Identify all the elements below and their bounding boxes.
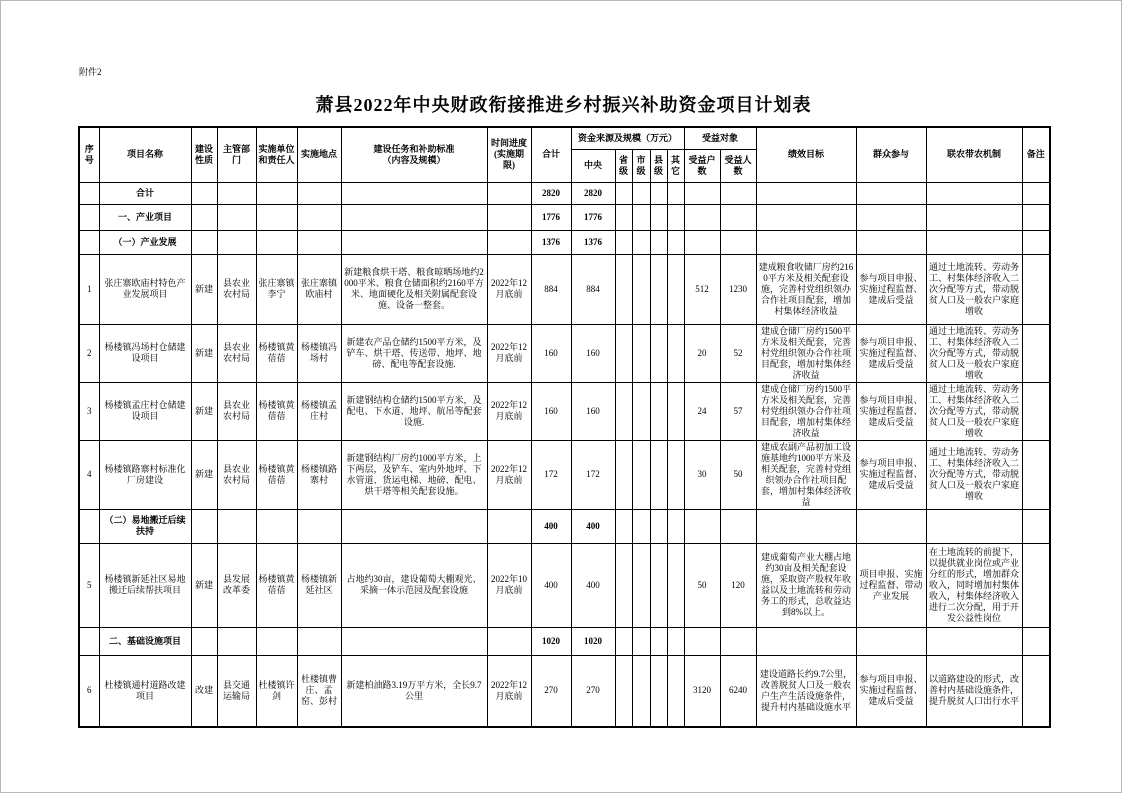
cell-mechanism: 通过土地流转、劳动务工、村集体经济收入二次分配等方式，带动脱贫人口及一般农户家庭增收: [926, 324, 1022, 382]
project-row: [79, 440, 1050, 509]
cell-task: 新建钢结构仓储约1500平方米，及配电、下水道、地坪、航吊等配套设施.: [341, 382, 487, 440]
cell-households: [684, 204, 720, 230]
cell-nature: 新建: [191, 440, 217, 509]
cell-county: [650, 655, 667, 727]
cell-households: [684, 182, 720, 204]
plan-table-body: [79, 182, 1050, 727]
cell-mechanism: [926, 627, 1022, 655]
cell-remark: [1022, 182, 1050, 204]
col-header-remark: 备注: [1022, 127, 1050, 182]
cell-people: 120: [720, 543, 756, 627]
cell-location: [297, 627, 341, 655]
cell-county: [650, 254, 667, 324]
cell-provincial: [615, 440, 632, 509]
cell-dept: [217, 182, 256, 204]
cell-other: [667, 230, 684, 254]
cell-schedule: [487, 182, 531, 204]
cell-total: 160: [531, 324, 571, 382]
cell-other: [667, 440, 684, 509]
cell-total: 172: [531, 440, 571, 509]
cell-unit: [256, 509, 297, 543]
cell-city: [632, 509, 650, 543]
cell-dept: [217, 627, 256, 655]
cell-mechanism: [926, 230, 1022, 254]
cell-task: 新建钢结构厂房约1000平方米，上下两层，及铲车、室内外地坪、下水管道、货运电梯、地磅、配电、烘干塔等相关配套设施。: [341, 440, 487, 509]
cell-provincial: [615, 204, 632, 230]
cell-city: [632, 440, 650, 509]
cell-dept: 县交通运输局: [217, 655, 256, 727]
cell-remark: [1022, 509, 1050, 543]
cell-provincial: [615, 254, 632, 324]
cell-name: 合计: [99, 182, 191, 204]
cell-seq: 4: [79, 440, 99, 509]
col-header-participation: 群众参与: [856, 127, 926, 182]
cell-unit: 杨楼镇黄蓓蓓: [256, 440, 297, 509]
cell-participation: 项目申报、实施过程监督、带动产业发展: [856, 543, 926, 627]
cell-total: 1376: [531, 230, 571, 254]
col-header-task-line1: 建设任务和补助标准: [373, 143, 455, 154]
cell-performance: [756, 204, 856, 230]
cell-households: [684, 509, 720, 543]
cell-task: [341, 627, 487, 655]
cell-central: 1376: [571, 230, 615, 254]
cell-people: [720, 182, 756, 204]
cell-central: 400: [571, 543, 615, 627]
cell-central: 400: [571, 509, 615, 543]
cell-other: [667, 509, 684, 543]
cell-participation: [856, 230, 926, 254]
cell-location: [297, 204, 341, 230]
cell-seq: 2: [79, 324, 99, 382]
col-header-other: 其它: [667, 149, 684, 182]
cell-central: 884: [571, 254, 615, 324]
cell-nature: 新建: [191, 382, 217, 440]
cell-name: 二、基础设施项目: [99, 627, 191, 655]
cell-county: [650, 382, 667, 440]
col-group-funding: 资金来源及规模（万元）: [571, 127, 684, 149]
cell-nature: 新建: [191, 543, 217, 627]
cell-dept: 县农业农村局: [217, 440, 256, 509]
cell-other: [667, 627, 684, 655]
cell-people: 57: [720, 382, 756, 440]
cell-remark: [1022, 627, 1050, 655]
cell-location: 杨楼镇冯场村: [297, 324, 341, 382]
cell-remark: [1022, 440, 1050, 509]
cell-central: 160: [571, 324, 615, 382]
cell-total: 2820: [531, 182, 571, 204]
cell-name: 杨楼镇冯场村仓储建设项目: [99, 324, 191, 382]
col-header-provincial: 省级: [615, 149, 632, 182]
cell-provincial: [615, 655, 632, 727]
cell-unit: 杨楼镇黄蓓蓓: [256, 382, 297, 440]
cell-mechanism: 在土地流转的前提下，以提供就业岗位或产业分红的形式，增加群众收入，同时增加村集体收入，村集体经济收入进行二次分配，用于开发公益性岗位: [926, 543, 1022, 627]
cell-participation: [856, 509, 926, 543]
cell-task: [341, 230, 487, 254]
cell-schedule: [487, 627, 531, 655]
cell-schedule: 2022年12月底前: [487, 254, 531, 324]
cell-participation: [856, 204, 926, 230]
cell-central: 172: [571, 440, 615, 509]
col-header-seq: 序号: [79, 127, 99, 182]
page-title: 萧县2022年中央财政衔接推进乡村振兴补助资金项目计划表: [315, 95, 812, 115]
cell-participation: 参与项目申报、实施过程监督、建成后受益: [856, 440, 926, 509]
cell-city: [632, 627, 650, 655]
cell-dept: [217, 204, 256, 230]
cell-county: [650, 627, 667, 655]
cell-people: [720, 627, 756, 655]
cell-nature: [191, 509, 217, 543]
cell-other: [667, 324, 684, 382]
cell-performance: [756, 509, 856, 543]
cell-unit: [256, 627, 297, 655]
cell-provincial: [615, 627, 632, 655]
cell-other: [667, 204, 684, 230]
cell-seq: [79, 182, 99, 204]
col-header-task-line2: （内容及规模）: [382, 154, 446, 165]
cell-provincial: [615, 230, 632, 254]
cell-provincial: [615, 182, 632, 204]
cell-other: [667, 182, 684, 204]
cell-performance: 建设道路长约9.7公里，改善脱贫人口及一般农户生产生活设施条件，提升村内基础设施水平: [756, 655, 856, 727]
cell-remark: [1022, 543, 1050, 627]
cell-households: 24: [684, 382, 720, 440]
project-row: [79, 655, 1050, 727]
cell-participation: [856, 182, 926, 204]
cell-location: 杨楼镇孟庄村: [297, 382, 341, 440]
col-header-central: 中央: [571, 149, 615, 182]
cell-seq: [79, 230, 99, 254]
cell-city: [632, 230, 650, 254]
col-header-dept: 主管部门: [217, 127, 256, 182]
col-header-people: 受益人数: [720, 149, 756, 182]
cell-seq: [79, 627, 99, 655]
col-header-task: [341, 127, 487, 182]
cell-dept: [217, 509, 256, 543]
cell-location: 张庄寨镇欧庙村: [297, 254, 341, 324]
section-row: [79, 230, 1050, 254]
cell-performance: [756, 182, 856, 204]
cell-seq: [79, 204, 99, 230]
cell-mechanism: 通过土地流转、劳动务工、村集体经济收入二次分配等方式，带动脱贫人口及一般农户家庭增收: [926, 382, 1022, 440]
cell-schedule: [487, 204, 531, 230]
cell-mechanism: [926, 182, 1022, 204]
cell-seq: 3: [79, 382, 99, 440]
col-header-schedule: 时间进度(实施期限): [487, 127, 531, 182]
cell-total: 400: [531, 509, 571, 543]
cell-households: [684, 627, 720, 655]
cell-remark: [1022, 655, 1050, 727]
col-header-city: 市级: [632, 149, 650, 182]
cell-name: 杜楼镇通村道路改建项目: [99, 655, 191, 727]
cell-unit: [256, 182, 297, 204]
project-row: [79, 382, 1050, 440]
col-header-performance: 绩效目标: [756, 127, 856, 182]
cell-performance: 建成葡萄产业大棚占地约30亩及相关配套设施，采取资产股权年收益以及土地流转和劳动务工的形式，总收益达到8%以上。: [756, 543, 856, 627]
cell-total: 270: [531, 655, 571, 727]
cell-nature: 改建: [191, 655, 217, 727]
cell-seq: [79, 509, 99, 543]
cell-people: [720, 509, 756, 543]
cell-other: [667, 382, 684, 440]
cell-participation: 参与项目申报、实施过程监督、建成后受益: [856, 324, 926, 382]
cell-name: 杨楼镇新延社区易地搬迁后续帮扶项目: [99, 543, 191, 627]
cell-schedule: [487, 509, 531, 543]
cell-county: [650, 509, 667, 543]
cell-unit: 杨楼镇黄蓓蓓: [256, 543, 297, 627]
project-row: [79, 254, 1050, 324]
cell-performance: 建成仓储厂房约1500平方米及相关配套，完善村党组织领办合作社项目配套，增加村集体经济收益: [756, 324, 856, 382]
cell-unit: 杨楼镇黄蓓蓓: [256, 324, 297, 382]
cell-location: 杨楼镇路寨村: [297, 440, 341, 509]
cell-unit: [256, 230, 297, 254]
cell-city: [632, 655, 650, 727]
cell-performance: 建成农副产品初加工设施基地约1000平方米及相关配套，完善村党组织领办合作社项目配套，增加村集体经济收益: [756, 440, 856, 509]
cell-central: 2820: [571, 182, 615, 204]
cell-name: 杨楼镇孟庄村仓储建设项目: [99, 382, 191, 440]
cell-participation: 参与项目申报、实施过程监督、建成后受益: [856, 655, 926, 727]
cell-households: 20: [684, 324, 720, 382]
cell-task: 新建粮食烘干塔、粮食晾晒场地约2000平米、粮食仓储面积约2160平方米、地面硬化及相关附属配套设施、设备一整套。: [341, 254, 487, 324]
cell-name: （一）产业发展: [99, 230, 191, 254]
cell-location: [297, 182, 341, 204]
cell-mechanism: 通过土地流转、劳动务工、村集体经济收入二次分配等方式，带动脱贫人口及一般农户家庭增收: [926, 254, 1022, 324]
cell-remark: [1022, 254, 1050, 324]
cell-city: [632, 182, 650, 204]
project-row: [79, 543, 1050, 627]
cell-county: [650, 182, 667, 204]
header-row-1: [79, 127, 1050, 149]
col-header-total: 合计: [531, 127, 571, 182]
cell-task: 新建农产品仓储约1500平方米，及铲车、烘干塔、传送带、地坪、地磅、配电等配套设施.: [341, 324, 487, 382]
cell-performance: [756, 627, 856, 655]
cell-provincial: [615, 509, 632, 543]
cell-mechanism: 通过土地流转、劳动务工、村集体经济收入二次分配等方式，带动脱贫人口及一般农户家庭增收: [926, 440, 1022, 509]
cell-location: [297, 230, 341, 254]
cell-provincial: [615, 382, 632, 440]
section-row: [79, 204, 1050, 230]
col-header-location: 实施地点: [297, 127, 341, 182]
cell-county: [650, 543, 667, 627]
col-header-mechanism: 联农带农机制: [926, 127, 1022, 182]
cell-city: [632, 324, 650, 382]
cell-schedule: 2022年12月底前: [487, 655, 531, 727]
cell-provincial: [615, 324, 632, 382]
section-row: [79, 627, 1050, 655]
cell-city: [632, 254, 650, 324]
cell-task: [341, 204, 487, 230]
cell-total: 160: [531, 382, 571, 440]
cell-county: [650, 324, 667, 382]
cell-total: 1776: [531, 204, 571, 230]
cell-total: 884: [531, 254, 571, 324]
cell-county: [650, 440, 667, 509]
cell-name: 一、产业项目: [99, 204, 191, 230]
cell-task: [341, 182, 487, 204]
cell-households: 50: [684, 543, 720, 627]
cell-households: 3120: [684, 655, 720, 727]
section-row: [79, 509, 1050, 543]
cell-people: 50: [720, 440, 756, 509]
cell-people: 1230: [720, 254, 756, 324]
cell-schedule: 2022年12月底前: [487, 440, 531, 509]
cell-participation: [856, 627, 926, 655]
section-row: [79, 182, 1050, 204]
cell-performance: 建成粮食收储厂房约2160平方米及相关配套设施，完善村党组织领办合作社项目配套，增加村集体经济收益: [756, 254, 856, 324]
cell-dept: 县农业农村局: [217, 382, 256, 440]
cell-remark: [1022, 230, 1050, 254]
cell-people: [720, 204, 756, 230]
cell-provincial: [615, 543, 632, 627]
cell-dept: 县农业农村局: [217, 254, 256, 324]
col-header-name: 项目名称: [99, 127, 191, 182]
col-group-beneficiary: 受益对象: [684, 127, 756, 149]
cell-city: [632, 204, 650, 230]
cell-central: 270: [571, 655, 615, 727]
cell-participation: 参与项目申报、实施过程监督、建成后受益: [856, 254, 926, 324]
cell-households: [684, 230, 720, 254]
cell-dept: [217, 230, 256, 254]
cell-central: 1776: [571, 204, 615, 230]
col-header-nature: 建设性质: [191, 127, 217, 182]
cell-participation: 参与项目申报、实施过程监督、建成后受益: [856, 382, 926, 440]
cell-nature: 新建: [191, 324, 217, 382]
cell-seq: 5: [79, 543, 99, 627]
cell-central: 1020: [571, 627, 615, 655]
col-header-households: 受益户数: [684, 149, 720, 182]
cell-county: [650, 230, 667, 254]
cell-remark: [1022, 204, 1050, 230]
cell-people: 6240: [720, 655, 756, 727]
cell-schedule: 2022年12月底前: [487, 324, 531, 382]
attachment-label: 附件2: [79, 67, 102, 77]
cell-unit: [256, 204, 297, 230]
cell-remark: [1022, 382, 1050, 440]
col-header-unit: 实施单位和责任人: [256, 127, 297, 182]
cell-performance: 建成仓储厂房约1500平方米及相关配套，完善村党组织领办合作社项目配套，增加村集体经济收益: [756, 382, 856, 440]
plan-table: [78, 126, 1051, 728]
cell-mechanism: [926, 204, 1022, 230]
cell-other: [667, 254, 684, 324]
cell-total: 1020: [531, 627, 571, 655]
cell-county: [650, 204, 667, 230]
cell-schedule: 2022年12月底前: [487, 382, 531, 440]
cell-name: 张庄寨欧庙村特色产业发展项目: [99, 254, 191, 324]
cell-name: 杨楼镇路寨村标准化厂房建设: [99, 440, 191, 509]
cell-seq: 1: [79, 254, 99, 324]
cell-households: 30: [684, 440, 720, 509]
cell-task: 占地约30亩，建设葡萄大棚观光、采摘一体示范园及配套设施: [341, 543, 487, 627]
cell-location: 杜楼镇曹庄、孟窑、彭村: [297, 655, 341, 727]
cell-nature: [191, 182, 217, 204]
cell-task: [341, 509, 487, 543]
cell-nature: [191, 230, 217, 254]
cell-name: （二）易地搬迁后续扶持: [99, 509, 191, 543]
col-header-county: 县级: [650, 149, 667, 182]
cell-location: [297, 509, 341, 543]
cell-unit: 张庄寨镇李宁: [256, 254, 297, 324]
cell-city: [632, 543, 650, 627]
cell-mechanism: 以道路建设的形式，改善村内基础设施条件，提升脱贫人口出行水平: [926, 655, 1022, 727]
cell-dept: 县农业农村局: [217, 324, 256, 382]
cell-total: 400: [531, 543, 571, 627]
cell-performance: [756, 230, 856, 254]
cell-people: 52: [720, 324, 756, 382]
cell-nature: 新建: [191, 254, 217, 324]
cell-other: [667, 655, 684, 727]
cell-nature: [191, 204, 217, 230]
cell-central: 160: [571, 382, 615, 440]
cell-unit: 杜楼镇许剑: [256, 655, 297, 727]
cell-task: 新建柏油路3.19万平方米，全长9.7公里: [341, 655, 487, 727]
cell-other: [667, 543, 684, 627]
cell-location: 杨楼镇新延社区: [297, 543, 341, 627]
cell-schedule: 2022年10月底前: [487, 543, 531, 627]
cell-seq: 6: [79, 655, 99, 727]
cell-dept: 县发展改革委: [217, 543, 256, 627]
cell-remark: [1022, 324, 1050, 382]
project-row: [79, 324, 1050, 382]
cell-mechanism: [926, 509, 1022, 543]
cell-households: 512: [684, 254, 720, 324]
cell-schedule: [487, 230, 531, 254]
cell-city: [632, 382, 650, 440]
cell-nature: [191, 627, 217, 655]
cell-people: [720, 230, 756, 254]
